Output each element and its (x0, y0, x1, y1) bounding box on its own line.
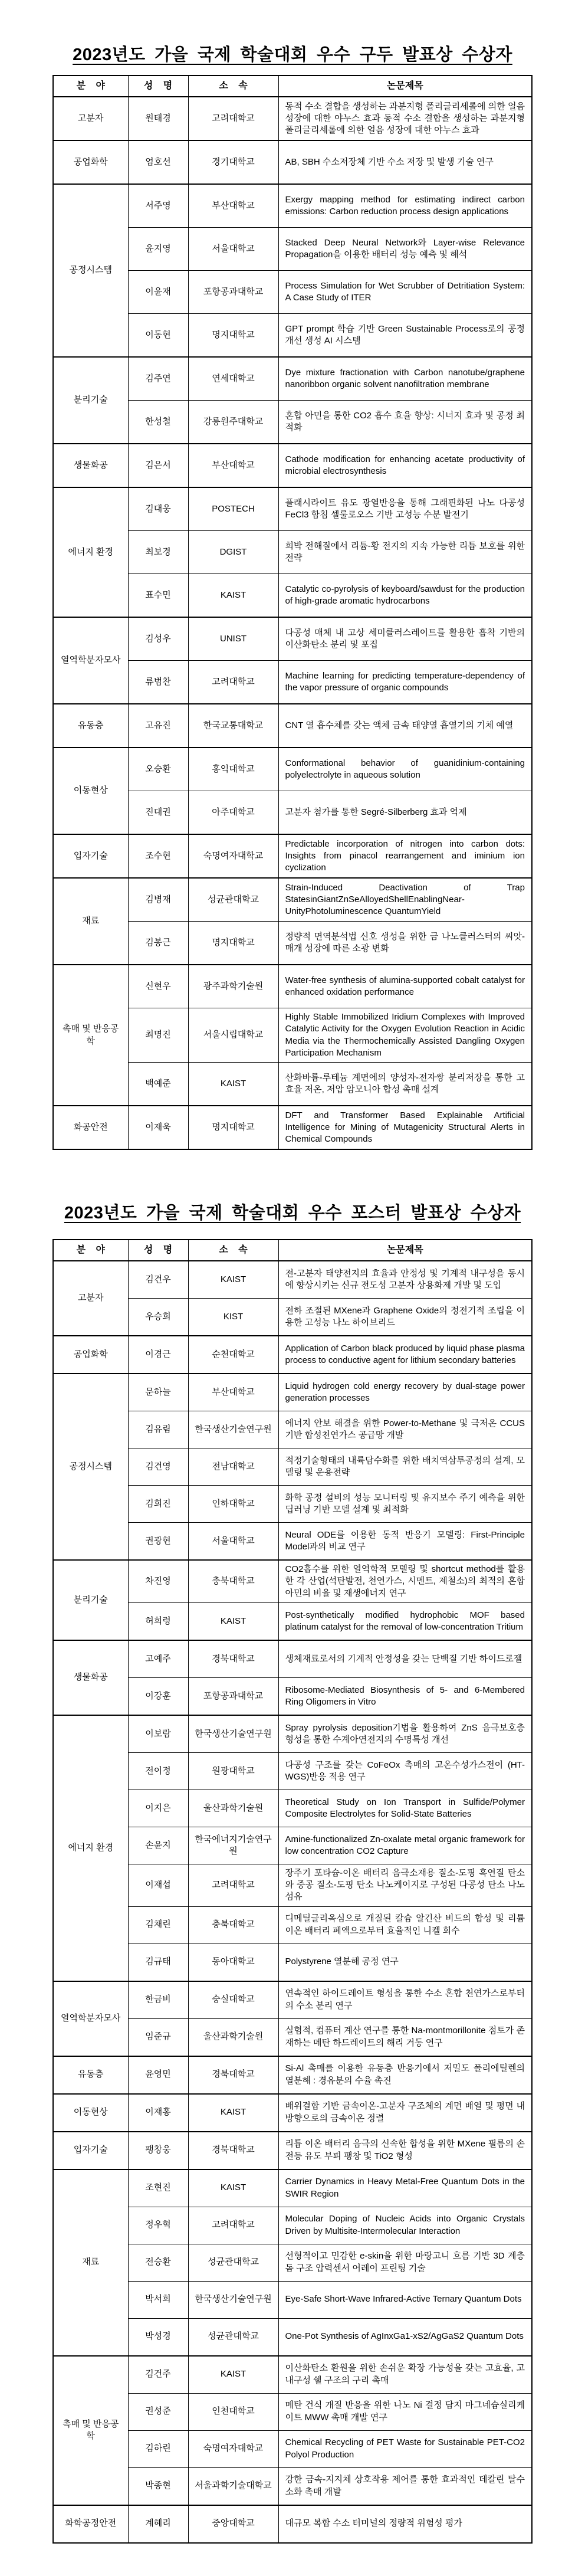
paper-title-cell: CNT 열 흡수체를 갖는 액체 금속 태양열 흡열기의 기체 예열 (278, 704, 532, 748)
name-cell: 이강훈 (128, 1677, 188, 1715)
paper-title-cell: Conformational behavior of guanidinium-containing polyelectrolyte in aqueous solution (278, 748, 532, 791)
paper-title-cell: Si-Al 촉매를 이용한 유동층 반응기에서 저밀도 폴리에틸렌의 열분해 : 경유분의 수율 촉진 (278, 2056, 532, 2094)
name-cell: 이윤재 (128, 271, 188, 314)
name-cell: 김하린 (128, 2430, 188, 2467)
award-row (53, 2056, 532, 2094)
award-row (53, 97, 532, 140)
paper-title-cell: Spray pyrolysis deposition기법을 활용하여 ZnS 음극보호층 형성을 통한 수계아연전지의 수명특성 개선 (278, 1715, 532, 1753)
header-row (53, 76, 532, 97)
name-cell: 한성철 (128, 401, 188, 444)
paper-title-cell: 강한 금속-지지체 상호작용 제어를 통한 효과적인 데칼린 탈수소화 촉매 개발 (278, 2467, 532, 2505)
award-row (53, 1560, 532, 1602)
affiliation-cell: 서울대학교 (188, 228, 278, 271)
affiliation-cell: KAIST (188, 2356, 278, 2394)
name-cell: 최명진 (128, 1008, 188, 1063)
field-cell: 열역학분자모사 (53, 1981, 128, 2056)
paper-title-cell: 대규모 복합 수소 터미널의 정량적 위험성 평가 (278, 2505, 532, 2543)
affiliation-cell: 고려대학교 (188, 97, 278, 140)
name-cell: 권광현 (128, 1523, 188, 1561)
affiliation-cell: 전남대학교 (188, 1448, 278, 1486)
paper-title-cell: One-Pot Synthesis of AgInxGa1-xS2/AgGaS2 Quantum Dots (278, 2318, 532, 2356)
name-cell: 한금비 (128, 1981, 188, 2019)
paper-title-cell: Carrier Dynamics in Heavy Metal-Free Quantum Dots in the SWIR Region (278, 2169, 532, 2207)
field-cell: 재료 (53, 2169, 128, 2356)
field-cell: 입자기술 (53, 834, 128, 878)
paper-title-column-header: 논문제목 (278, 1240, 532, 1261)
name-cell: 김봉근 (128, 922, 188, 965)
affiliation-column-header: 소 속 (188, 1240, 278, 1261)
affiliation-cell: 명지대학교 (188, 314, 278, 358)
award-row (53, 1336, 532, 1374)
award-row (53, 834, 532, 878)
paper-title-cell: Process Simulation for Wet Scrubber of Detritiation System: A Case Study of ITER (278, 271, 532, 314)
paper-title-cell: Highly Stable Immobilized Iridium Complexes with Improved Catalytic Activity for the Oxygen Evolution Reaction in Acidic Media via the Thermochemically Assisted Dangling Oxygen Participation Mechanism (278, 1008, 532, 1063)
paper-title-cell: AB, SBH 수소저장체 기반 수소 저장 및 발생 기술 연구 (278, 140, 532, 184)
field-column-header: 분 야 (53, 1240, 128, 1261)
name-cell: 팽창웅 (128, 2132, 188, 2169)
field-cell: 유동층 (53, 2056, 128, 2094)
paper-title-cell: 플래시라이트 유도 광열반응을 통해 그래핀화된 나노 다공성 FeCl3 함침 셀룰로오스 기반 고성능 수분 발전기 (278, 487, 532, 531)
paper-title-cell: Machine learning for predicting temperature-dependency of the vapor pressure of organic compounds (278, 661, 532, 704)
affiliation-cell: 성균관대학교 (188, 2318, 278, 2356)
field-cell: 고분자 (53, 1261, 128, 1336)
affiliation-cell: 순천대학교 (188, 1336, 278, 1374)
paper-title-cell: 리튬 이온 배터리 음극의 신속한 합성을 위한 MXene 필름의 손전등 유도 부피 팽창 및 TiO2 형성 (278, 2132, 532, 2169)
affiliation-cell: 고려대학교 (188, 1864, 278, 1906)
paper-title-cell: Neural ODE를 이용한 동적 반응기 모델링: First-Principle Model과의 비교 연구 (278, 1523, 532, 1561)
field-cell: 촉매 및 반응공학 (53, 965, 128, 1106)
name-cell: 권성준 (128, 2393, 188, 2430)
name-cell: 손윤지 (128, 1827, 188, 1864)
award-row (53, 2169, 532, 2207)
affiliation-cell: 동아대학교 (188, 1944, 278, 1981)
paper-title-cell: 에너지 안보 해결을 위한 Power-to-Methane 및 극저온 CCUS 기반 합성천연가스 공급망 개발 (278, 1411, 532, 1448)
award-row (53, 1640, 532, 1678)
name-cell: 고유진 (128, 704, 188, 748)
award-row (53, 2505, 532, 2543)
name-cell: 정우혁 (128, 2207, 188, 2244)
name-cell: 김건영 (128, 1448, 188, 1486)
affiliation-column-header: 소 속 (188, 76, 278, 97)
paper-title-cell: 생체재료로서의 기계적 안정성을 갖는 단백질 기반 하이드로젤 (278, 1640, 532, 1678)
paper-title-cell: Catalytic co-pyrolysis of keyboard/sawdust for the production of high-grade aromatic hydrocarbons (278, 574, 532, 618)
paper-title-cell: Eye-Safe Short-Wave Infrared-Active Ternary Quantum Dots (278, 2281, 532, 2318)
paper-title-cell: DFT and Transformer Based Explainable Artificial Intelligence for Mining of Mutagenicity Structural Alerts in Chemical Compounds (278, 1106, 532, 1149)
header-row (53, 1240, 532, 1261)
affiliation-cell: 숙명여자대학교 (188, 2430, 278, 2467)
affiliation-cell: 성균관대학교 (188, 878, 278, 922)
name-cell: 김유림 (128, 1411, 188, 1448)
paper-title-cell: 희박 전해질에서 리튬-황 전지의 지속 가능한 리튬 보호를 위한 전략 (278, 531, 532, 574)
award-row (53, 184, 532, 228)
field-cell: 고분자 (53, 97, 128, 140)
name-cell: 이재욱 (128, 1106, 188, 1149)
affiliation-cell: 서울시립대학교 (188, 1008, 278, 1063)
paper-title-cell: 혼합 아민을 통한 CO2 흡수 효율 향상: 시너지 효과 및 공정 최적화 (278, 401, 532, 444)
name-cell: 차진영 (128, 1560, 188, 1602)
name-cell: 김은서 (128, 444, 188, 487)
affiliation-cell: 포항공과대학교 (188, 271, 278, 314)
affiliation-cell: 고려대학교 (188, 2207, 278, 2244)
paper-title-cell: 전-고분자 태양전지의 효율과 안정성 및 기계적 내구성을 동시에 향상시키는 신규 전도성 고분자 상용화제 개발 및 도입 (278, 1261, 532, 1299)
award-row (53, 1981, 532, 2019)
name-cell: 이지은 (128, 1790, 188, 1827)
field-cell: 에너지 환경 (53, 487, 128, 617)
paper-title-cell: Cathode modification for enhancing acetate productivity of microbial electrosynthesis (278, 444, 532, 487)
award-row (53, 2132, 532, 2169)
paper-title-cell: Post-synthetically modified hydrophobic MOF based platinum catalyst for the removal of low-concentration Tritium (278, 1602, 532, 1640)
field-cell: 화공안전 (53, 1106, 128, 1149)
name-cell: 박성경 (128, 2318, 188, 2356)
award-row (53, 2094, 532, 2132)
name-cell: 전승환 (128, 2244, 188, 2281)
name-cell: 윤영민 (128, 2056, 188, 2094)
affiliation-cell: 서울대학교 (188, 1523, 278, 1561)
affiliation-cell: 한국교통대학교 (188, 704, 278, 748)
award-row (53, 1374, 532, 1411)
paper-title-cell: GPT prompt 학습 기반 Green Sustainable Process로의 공정 개선 생성 AI 시스템 (278, 314, 532, 358)
affiliation-cell: 포항공과대학교 (188, 1677, 278, 1715)
award-row (53, 2356, 532, 2394)
name-cell: 고예주 (128, 1640, 188, 1678)
field-cell: 공업화학 (53, 1336, 128, 1374)
name-cell: 김규태 (128, 1944, 188, 1981)
paper-title-cell: Molecular Doping of Nucleic Acids into Organic Crystals Driven by Multisite-Intermolecular Interaction (278, 2207, 532, 2244)
paper-title-cell: 디메틸글리옥심으로 개질된 칼슘 알긴산 비드의 합성 및 리튬 이온 배터리 폐액으로부터 효율적인 니켈 회수 (278, 1906, 532, 1944)
award-row (53, 357, 532, 401)
award-row (53, 1715, 532, 1753)
name-cell: 임준규 (128, 2018, 188, 2056)
award-row (53, 487, 532, 531)
affiliation-cell: 강릉원주대학교 (188, 401, 278, 444)
name-cell: 엄호선 (128, 140, 188, 184)
affiliation-cell: 한국에너지기술연구원 (188, 1827, 278, 1864)
affiliation-cell: 경기대학교 (188, 140, 278, 184)
name-cell: 원태경 (128, 97, 188, 140)
paper-title-cell: 전하 조절된 MXene과 Graphene Oxide의 정전기적 조립을 이용한 고성능 나노 하이브리드 (278, 1299, 532, 1336)
paper-title-cell: Stacked Deep Neural Network와 Layer-wise Relevance Propagation을 이용한 배터리 성능 예측 및 해석 (278, 228, 532, 271)
poster-award-title: 2023년도 가을 국제 학술대회 우수 포스터 발표상 수상자 (64, 1204, 521, 1223)
paper-title-cell: Predictable incorporation of nitrogen into carbon dots: Insights from pinacol rearrangement and iminium ion cyclization (278, 834, 532, 878)
paper-title-cell: Dye mixture fractionation with Carbon nanotube/graphene nanoribbon organic solvent nanofiltration membrane (278, 357, 532, 401)
affiliation-cell: 중앙대학교 (188, 2505, 278, 2543)
name-cell: 이보람 (128, 1715, 188, 1753)
affiliation-cell: KAIST (188, 2094, 278, 2132)
name-cell: 김건주 (128, 2356, 188, 2394)
affiliation-cell: 충북대학교 (188, 1906, 278, 1944)
award-row (53, 878, 532, 922)
name-cell: 이경근 (128, 1336, 188, 1374)
affiliation-cell: UNIST (188, 617, 278, 661)
oral-award-table (52, 75, 533, 1150)
paper-title-cell: Exergy mapping method for estimating indirect carbon emissions: Carbon reduction process design applications (278, 184, 532, 228)
oral-award-title: 2023년도 가을 국제 학술대회 우수 구두 발표상 수상자 (73, 45, 512, 64)
name-cell: 신현우 (128, 965, 188, 1008)
name-cell: 허희령 (128, 1602, 188, 1640)
award-row (53, 748, 532, 791)
paper-title-cell: Amine-functionalized Zn-oxalate metal organic framework for low concentration CO2 Capture (278, 1827, 532, 1864)
award-row (53, 1106, 532, 1149)
paper-title-column-header: 논문제목 (278, 76, 532, 97)
name-cell: 백예준 (128, 1063, 188, 1106)
name-cell: 표수민 (128, 574, 188, 618)
affiliation-cell: 원광대학교 (188, 1752, 278, 1790)
field-cell: 이동현상 (53, 748, 128, 834)
affiliation-cell: 고려대학교 (188, 661, 278, 704)
affiliation-cell: KIST (188, 1299, 278, 1336)
paper-title-cell: 정량적 면역분석법 신호 생성을 위한 금 나노클러스터의 씨앗-매개 성장에 따른 소광 변화 (278, 922, 532, 965)
affiliation-cell: 아주대학교 (188, 791, 278, 835)
paper-title-cell: 장주기 포타슘-이온 배터리 음극소재용 질소-도핑 흑연질 탄소와 중공 질소-도핑 탄소 나노케이지로 구성된 다공성 탄소 나노섬유 (278, 1864, 532, 1906)
field-cell: 재료 (53, 878, 128, 965)
affiliation-cell: 숭실대학교 (188, 1981, 278, 2019)
name-cell: 윤지영 (128, 228, 188, 271)
field-cell: 열역학분자모사 (53, 617, 128, 704)
field-cell: 생물화공 (53, 1640, 128, 1715)
affiliation-cell: 한국생산기술연구원 (188, 1411, 278, 1448)
name-cell: 김성우 (128, 617, 188, 661)
name-cell: 진대권 (128, 791, 188, 835)
field-column-header: 분 야 (53, 76, 128, 97)
paper-title-cell: Theoretical Study on Ion Transport in Sulfide/Polymer Composite Electrolytes for Solid-State Batteries (278, 1790, 532, 1827)
award-row (53, 140, 532, 184)
paper-title-cell: Polystyrene 열분해 공정 연구 (278, 1944, 532, 1981)
field-cell: 공정시스템 (53, 184, 128, 357)
name-cell: 류범찬 (128, 661, 188, 704)
poster-award-table (52, 1239, 533, 2544)
affiliation-cell: 인천대학교 (188, 2393, 278, 2430)
name-cell: 김채린 (128, 1906, 188, 1944)
affiliation-cell: DGIST (188, 531, 278, 574)
field-cell: 생물화공 (53, 444, 128, 487)
paper-title-cell: 메탄 건식 개질 반응을 위한 나노 Ni 결정 담지 마그네슘실리케이트 MWW 촉매 개발 연구 (278, 2393, 532, 2430)
affiliation-cell: 명지대학교 (188, 922, 278, 965)
paper-title-cell: Ribosome-Mediated Biosynthesis of 5- and 6-Membered Ring Oligomers in Vitro (278, 1677, 532, 1715)
paper-title-cell: 연속적인 하이드레이트 형성을 통한 수소 혼합 천연가스로부터의 수소 분리 연구 (278, 1981, 532, 2019)
field-cell: 유동층 (53, 704, 128, 748)
name-column-header: 성 명 (128, 76, 188, 97)
name-cell: 문하늘 (128, 1374, 188, 1411)
affiliation-cell: 숙명여자대학교 (188, 834, 278, 878)
field-cell: 공업화학 (53, 140, 128, 184)
affiliation-cell: 연세대학교 (188, 357, 278, 401)
affiliation-cell: 부산대학교 (188, 444, 278, 487)
affiliation-cell: 울산과학기술원 (188, 1790, 278, 1827)
paper-title-cell: CO2흡수를 위한 열역학적 모델링 및 shortcut method를 활용한 각 산업(석탄발전, 천연가스, 시멘트, 제철소)의 최적의 혼합 아민의 비율 및 재생에너지 연구 (278, 1560, 532, 1602)
name-cell: 서주영 (128, 184, 188, 228)
affiliation-cell: 성균관대학교 (188, 2244, 278, 2281)
paper-title-cell: 다공성 구조를 갖는 CoFeOx 촉매의 고온수성가스전이 (HT-WGS)반응 적용 연구 (278, 1752, 532, 1790)
affiliation-cell: KAIST (188, 1063, 278, 1106)
award-row (53, 965, 532, 1008)
paper-title-cell: 동적 수소 결합을 생성하는 과분지형 폴리글리세롤에 의한 얼음 성장에 대한 야누스 효과 동적 수소 결합을 생성하는 과분지형 폴리글리세롤에 의한 얼음 성장에 대한 야누스 효과 (278, 97, 532, 140)
affiliation-cell: 한국생산기술연구원 (188, 1715, 278, 1753)
paper-title-cell: Chemical Recycling of PET Waste for Sustainable PET-CO2 Polyol Production (278, 2430, 532, 2467)
affiliation-cell: 광주과학기술원 (188, 965, 278, 1008)
affiliation-cell: 부산대학교 (188, 1374, 278, 1411)
award-row (53, 444, 532, 487)
paper-title-cell: 실험적, 컴퓨터 계산 연구를 통한 Na-montmorillonite 점토가 존재하는 메탄 하드레이트의 해리 거동 연구 (278, 2018, 532, 2056)
name-cell: 김건우 (128, 1261, 188, 1299)
field-cell: 에너지 환경 (53, 1715, 128, 1981)
affiliation-cell: 경북대학교 (188, 1640, 278, 1678)
affiliation-cell: 홍익대학교 (188, 748, 278, 791)
affiliation-cell: 충북대학교 (188, 1560, 278, 1602)
field-cell: 이동현상 (53, 2094, 128, 2132)
name-cell: 이재섭 (128, 1864, 188, 1906)
award-row (53, 1261, 532, 1299)
name-cell: 이동현 (128, 314, 188, 358)
name-cell: 박서희 (128, 2281, 188, 2318)
affiliation-cell: 명지대학교 (188, 1106, 278, 1149)
paper-title-cell: Liquid hydrogen cold energy recovery by dual-stage power generation processes (278, 1374, 532, 1411)
name-cell: 이재홍 (128, 2094, 188, 2132)
affiliation-cell: 한국생산기술연구원 (188, 2281, 278, 2318)
paper-title-cell: Application of Carbon black produced by liquid phase plasma process to conductive agent for lithium secondary batteries (278, 1336, 532, 1374)
affiliation-cell: KAIST (188, 2169, 278, 2207)
field-cell: 화학공정안전 (53, 2505, 128, 2543)
name-cell: 우승희 (128, 1299, 188, 1336)
paper-title-cell: 산화바륨-루테늄 계면에의 양성자-전자쌍 분리저장을 통한 고효율 저온, 저압 암모니아 합성 촉매 설계 (278, 1063, 532, 1106)
field-cell: 공정시스템 (53, 1374, 128, 1560)
paper-title-cell: Water-free synthesis of alumina-supported cobalt catalyst for enhanced oxidation performance (278, 965, 532, 1008)
name-cell: 조현진 (128, 2169, 188, 2207)
affiliation-cell: KAIST (188, 574, 278, 618)
field-cell: 분리기술 (53, 357, 128, 444)
affiliation-cell: 부산대학교 (188, 184, 278, 228)
name-cell: 박종현 (128, 2467, 188, 2505)
name-cell: 조수현 (128, 834, 188, 878)
affiliation-cell: KAIST (188, 1602, 278, 1640)
affiliation-cell: 울산과학기술원 (188, 2018, 278, 2056)
affiliation-cell: POSTECH (188, 487, 278, 531)
affiliation-cell: 경북대학교 (188, 2056, 278, 2094)
paper-title-cell: Strain-Induced Deactivation of Trap StatesinGiantZnSeAlloyedShellEnablingNear-UnityPhotoluminescence QuantumYield (278, 878, 532, 922)
name-column-header: 성 명 (128, 1240, 188, 1261)
field-cell: 분리기술 (53, 1560, 128, 1640)
name-cell: 김주연 (128, 357, 188, 401)
paper-title-cell: 이산화탄소 환원을 위한 손쉬운 확장 가능성을 갖는 고효율, 고내구성 쉘 구조의 구리 촉매 (278, 2356, 532, 2394)
name-cell: 김대웅 (128, 487, 188, 531)
paper-title-cell: 배위결합 기반 금속이온-고분자 구조체의 계면 배열 및 평면 내 방향으로의 금속이온 정렬 (278, 2094, 532, 2132)
award-row (53, 617, 532, 661)
paper-title-cell: 적정기술형태의 내륙담수화를 위한 배치역삼투공정의 설계, 모델링 및 운용전략 (278, 1448, 532, 1486)
award-row (53, 704, 532, 748)
paper-title-cell: 선형적이고 민감한 e-skin을 위한 마랑고니 흐름 기반 3D 계층돔 구조 압력센서 어레이 프린팅 기술 (278, 2244, 532, 2281)
name-cell: 전이정 (128, 1752, 188, 1790)
paper-title-cell: 다공성 매체 내 고상 세미클러스레이트를 활용한 흡착 기반의 이산화탄소 분리 및 포집 (278, 617, 532, 661)
affiliation-cell: 인하대학교 (188, 1486, 278, 1523)
affiliation-cell: 경북대학교 (188, 2132, 278, 2169)
affiliation-cell: KAIST (188, 1261, 278, 1299)
paper-title-cell: 화학 공정 설비의 성능 모니터링 및 유지보수 주기 예측을 위한 딥러닝 기반 모델 설계 및 최적화 (278, 1486, 532, 1523)
name-cell: 김병재 (128, 878, 188, 922)
name-cell: 계혜리 (128, 2505, 188, 2543)
field-cell: 촉매 및 반응공학 (53, 2356, 128, 2505)
paper-title-cell: 고분자 첨가를 통한 Segré-Silberberg 효과 억제 (278, 791, 532, 835)
name-cell: 오승환 (128, 748, 188, 791)
field-cell: 입자기술 (53, 2132, 128, 2169)
affiliation-cell: 서울과학기술대학교 (188, 2467, 278, 2505)
name-cell: 최보경 (128, 531, 188, 574)
name-cell: 김희진 (128, 1486, 188, 1523)
